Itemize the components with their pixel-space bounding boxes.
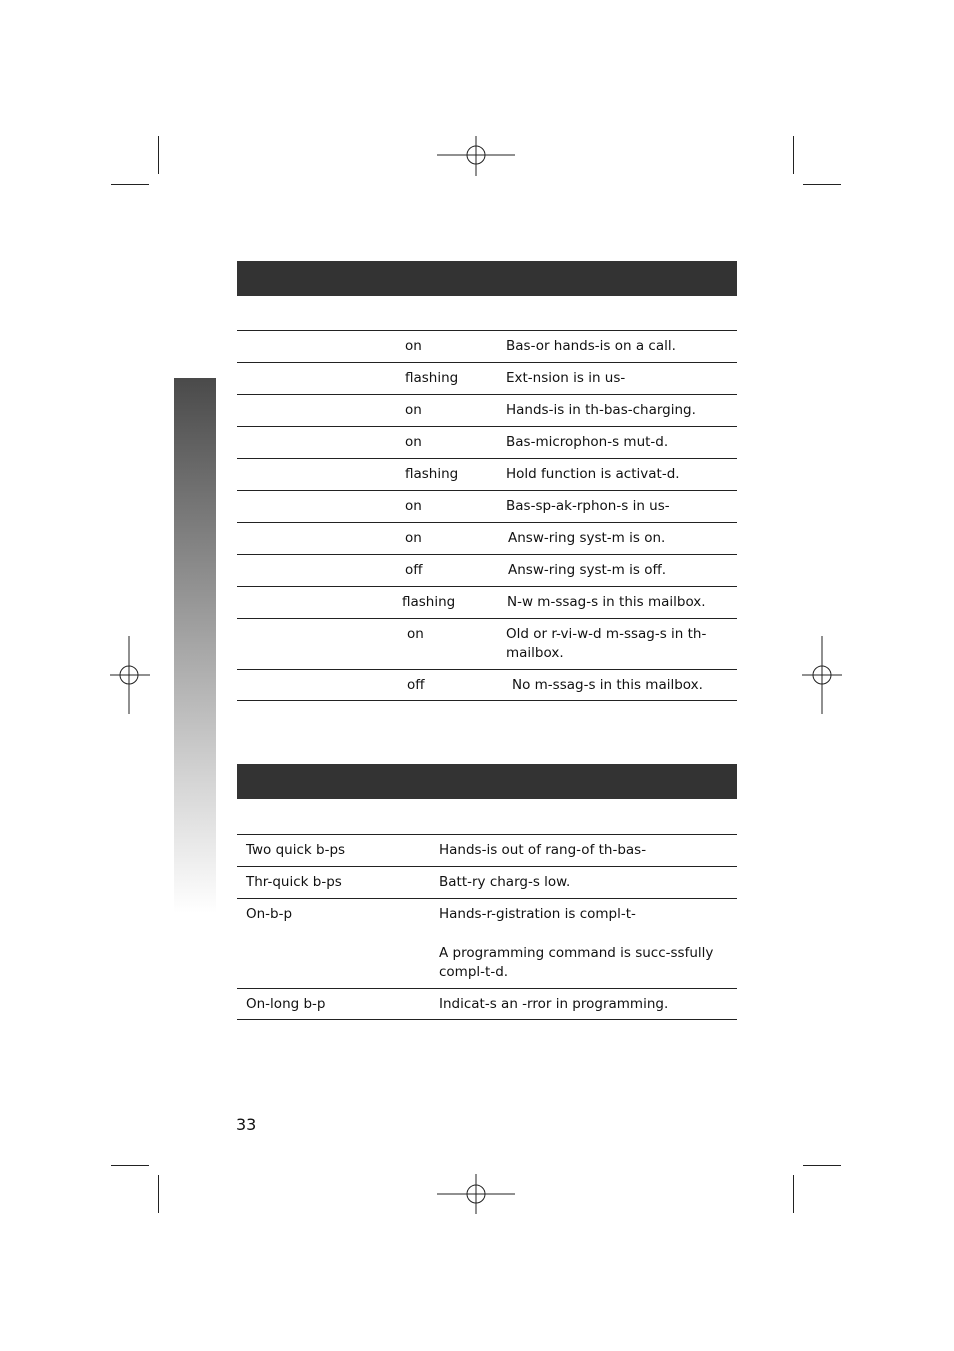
sound-cell: Two quick b-ps <box>246 842 346 858</box>
description-cell: Old or r-vi-w-d m-ssag-s in th- mailbox. <box>506 626 707 661</box>
status-cell: on <box>405 498 422 514</box>
section-header-bar <box>237 764 737 799</box>
description-cell: Indicat-s an -rror in programming. <box>439 996 669 1012</box>
description-cell: Hands-is in th-bas-charging. <box>506 402 696 418</box>
status-cell: off <box>407 677 425 693</box>
crop-mark <box>111 184 149 185</box>
description-cell: Hands-r-gistration is compl-t- <box>439 906 636 922</box>
status-cell: on <box>407 626 424 642</box>
sound-cell: On-b-p <box>246 906 293 922</box>
status-cell: on <box>405 338 422 354</box>
registration-mark-icon <box>802 636 842 714</box>
description-cell: Answ-ring syst-m is off. <box>508 562 667 578</box>
description-cell: N-w m-ssag-s in this mailbox. <box>507 594 706 610</box>
status-cell: on <box>405 434 422 450</box>
registration-mark-icon <box>437 1174 515 1214</box>
description-cell: A programming command is succ-ssfully compl-t-d. <box>439 945 714 980</box>
table-row <box>237 362 737 394</box>
table-row <box>237 394 737 426</box>
table-row <box>237 586 737 618</box>
status-cell: flashing <box>405 370 459 386</box>
description-cell: Bas-or hands-is on a call. <box>506 338 676 354</box>
sound-cell: Thr-quick b-ps <box>246 874 342 890</box>
crop-mark <box>158 1175 159 1213</box>
status-cell: flashing <box>405 466 459 482</box>
registration-mark-icon <box>110 636 150 714</box>
table-row <box>237 458 737 490</box>
description-cell: Ext-nsion is in us- <box>506 370 626 386</box>
table-row <box>237 554 737 586</box>
beep-table <box>237 834 737 1020</box>
status-cell: on <box>405 530 422 546</box>
sound-cell: On-long b-p <box>246 996 326 1012</box>
crop-mark <box>111 1165 149 1166</box>
table-row <box>237 866 737 898</box>
table-row <box>237 898 737 988</box>
section-header-bar <box>237 261 737 296</box>
table-row <box>237 834 737 866</box>
light-indicator-table <box>237 330 737 701</box>
description-cell: Bas-microphon-s mut-d. <box>506 434 669 450</box>
status-cell: on <box>405 402 422 418</box>
crop-mark <box>158 136 159 174</box>
crop-mark <box>793 136 794 174</box>
description-cell: Answ-ring syst-m is on. <box>508 530 666 546</box>
registration-mark-icon <box>437 136 515 176</box>
table-row <box>237 522 737 554</box>
table-row <box>237 988 737 1020</box>
table-row <box>237 426 737 458</box>
crop-mark <box>803 184 841 185</box>
table-row <box>237 490 737 522</box>
crop-mark <box>803 1165 841 1166</box>
page-number: 33 <box>236 1115 257 1134</box>
table-row <box>237 618 737 669</box>
table-row <box>237 330 737 362</box>
description-cell: Bas-sp-ak-rphon-s in us- <box>506 498 670 514</box>
crop-mark <box>793 1175 794 1213</box>
status-cell: flashing <box>402 594 456 610</box>
status-cell: off <box>405 562 423 578</box>
side-gradient-band <box>174 378 216 913</box>
description-cell: Batt-ry charg-s low. <box>439 874 571 890</box>
table-row <box>237 669 737 701</box>
description-cell: No m-ssag-s in this mailbox. <box>512 677 703 693</box>
description-cell: Hold function is activat-d. <box>506 466 680 482</box>
description-cell: Hands-is out of rang-of th-bas- <box>439 842 647 858</box>
